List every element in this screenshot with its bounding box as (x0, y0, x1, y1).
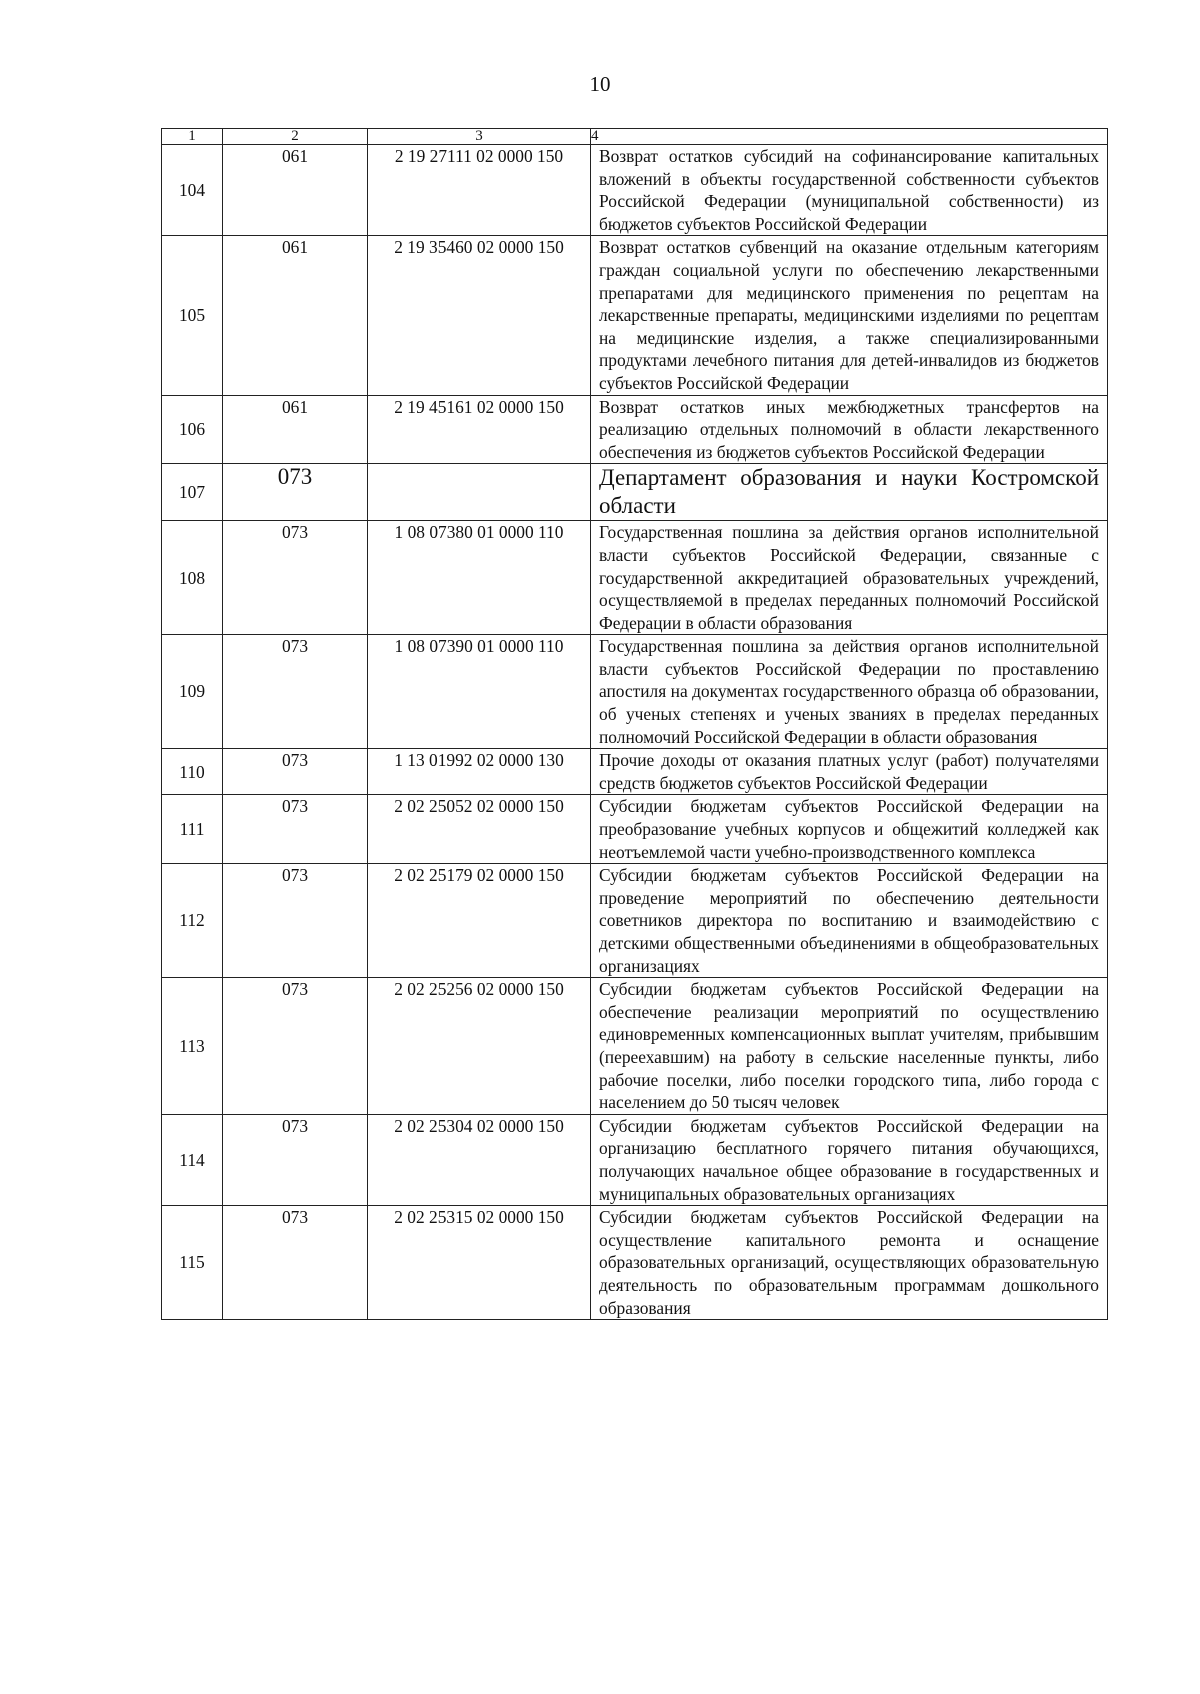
income-description-cell: Субсидии бюджетам субъектов Российской Федерации на проведение мероприятий по обеспечению деятельности советников директора по воспитанию и взаимодействию с детскими общественными объединениями в общеобразовательных организациях (591, 864, 1108, 978)
income-code-cell: 2 02 25052 02 0000 150 (368, 795, 591, 864)
table-row (162, 749, 1108, 795)
income-code-cell: 2 19 35460 02 0000 150 (368, 236, 591, 395)
table-row (162, 395, 1108, 464)
income-code-cell (368, 464, 591, 521)
admin-code-cell: 061 (223, 236, 368, 395)
table-row (162, 635, 1108, 749)
row-number-cell: 111 (162, 795, 223, 864)
table-row (162, 236, 1108, 395)
admin-code-cell: 073 (223, 635, 368, 749)
row-number-cell: 115 (162, 1206, 223, 1320)
row-number-cell: 112 (162, 864, 223, 978)
table-row (162, 521, 1108, 635)
header-col-1: 1 (162, 129, 223, 145)
row-number-cell: 108 (162, 521, 223, 635)
table-row (162, 978, 1108, 1115)
income-code-cell: 2 02 25179 02 0000 150 (368, 864, 591, 978)
row-number-cell: 105 (162, 236, 223, 395)
admin-code-cell: 061 (223, 395, 368, 464)
row-number-cell: 114 (162, 1114, 223, 1205)
table-row (162, 1206, 1108, 1320)
admin-code-cell: 073 (223, 864, 368, 978)
income-description-cell: Субсидии бюджетам субъектов Российской Федерации на обеспечение реализации мероприятий по осуществлению единовременных компенсационных выплат учителям, прибывшим (переехавшим) на работу в сельские населенные пункты, либо рабочие поселки, либо поселки городского типа, либо города с населением до 50 тысяч человек (591, 978, 1108, 1115)
admin-code-cell: 073 (223, 1114, 368, 1205)
income-code-cell: 2 02 25256 02 0000 150 (368, 978, 591, 1115)
admin-code-cell: 073 (223, 521, 368, 635)
admin-code-cell: 073 (223, 795, 368, 864)
income-description-cell: Государственная пошлина за действия органов исполнительной власти субъектов Российской Федерации, связанные с государственной аккредитацией образовательных учреждений, осуществляемой в пределах переданных полномочий Российской Федерации в области образования (591, 521, 1108, 635)
income-code-cell: 2 02 25315 02 0000 150 (368, 1206, 591, 1320)
income-code-cell: 2 02 25304 02 0000 150 (368, 1114, 591, 1205)
row-number-cell: 106 (162, 395, 223, 464)
header-col-4: 4 (591, 129, 1108, 145)
admin-code-cell: 073 (223, 749, 368, 795)
table-header-row (162, 129, 1108, 145)
row-number-cell: 109 (162, 635, 223, 749)
income-description-cell: Департамент образования и науки Костромской области (591, 464, 1108, 521)
income-description-cell: Прочие доходы от оказания платных услуг (работ) получателями средств бюджетов субъектов Российской Федерации (591, 749, 1108, 795)
admin-code-cell: 073 (223, 464, 368, 521)
income-description-cell: Субсидии бюджетам субъектов Российской Федерации на организацию бесплатного горячего питания обучающихся, получающих начальное общее образование в государственных и муниципальных образовательных организациях (591, 1114, 1108, 1205)
income-description-cell: Возврат остатков субвенций на оказание отдельным категориям граждан социальной услуги по обеспечению лекарственными препаратами для медицинского применения по рецептам на лекарственные препараты, медицинскими изделиями по рецептам на медицинские изделия, а также специализированными продуктами лечебного питания для детей-инвалидов из бюджетов субъектов Российской Федерации (591, 236, 1108, 395)
income-description-cell: Государственная пошлина за действия органов исполнительной власти субъектов Российской Федерации по проставлению апостиля на документах государственного образца об образовании, об ученых степенях и ученых званиях в пределах переданных полномочий Российской Федерации в области образования (591, 635, 1108, 749)
row-number-cell: 107 (162, 464, 223, 521)
admin-code-cell: 073 (223, 978, 368, 1115)
income-code-cell: 2 19 27111 02 0000 150 (368, 145, 591, 236)
header-col-3: 3 (368, 129, 591, 145)
income-description-cell: Возврат остатков субсидий на софинансирование капитальных вложений в объекты государственной собственности субъектов Российской Федерации (муниципальной собственности) из бюджетов субъектов Российской Федерации (591, 145, 1108, 236)
income-code-cell: 1 08 07390 01 0000 110 (368, 635, 591, 749)
table-row (162, 464, 1108, 521)
income-code-cell: 2 19 45161 02 0000 150 (368, 395, 591, 464)
row-number-cell: 110 (162, 749, 223, 795)
table-row (162, 795, 1108, 864)
admin-code-cell: 061 (223, 145, 368, 236)
income-code-cell: 1 13 01992 02 0000 130 (368, 749, 591, 795)
table-row (162, 864, 1108, 978)
income-description-cell: Возврат остатков иных межбюджетных трансфертов на реализацию отдельных полномочий в области лекарственного обеспечения из бюджетов субъектов Российской Федерации (591, 395, 1108, 464)
income-description-cell: Субсидии бюджетам субъектов Российской Федерации на осуществление капитального ремонта и оснащение образовательных организаций, осуществляющих образовательную деятельность по образовательным программам дошкольного образования (591, 1206, 1108, 1320)
page-number: 10 (589, 72, 611, 96)
income-codes-table (161, 128, 1108, 1320)
row-number-cell: 104 (162, 145, 223, 236)
income-description-cell: Субсидии бюджетам субъектов Российской Федерации на преобразование учебных корпусов и общежитий колледжей как неотъемлемой части учебно-производственного комплекса (591, 795, 1108, 864)
table-row (162, 145, 1108, 236)
income-code-cell: 1 08 07380 01 0000 110 (368, 521, 591, 635)
header-col-2: 2 (223, 129, 368, 145)
admin-code-cell: 073 (223, 1206, 368, 1320)
table-row (162, 1114, 1108, 1205)
row-number-cell: 113 (162, 978, 223, 1115)
